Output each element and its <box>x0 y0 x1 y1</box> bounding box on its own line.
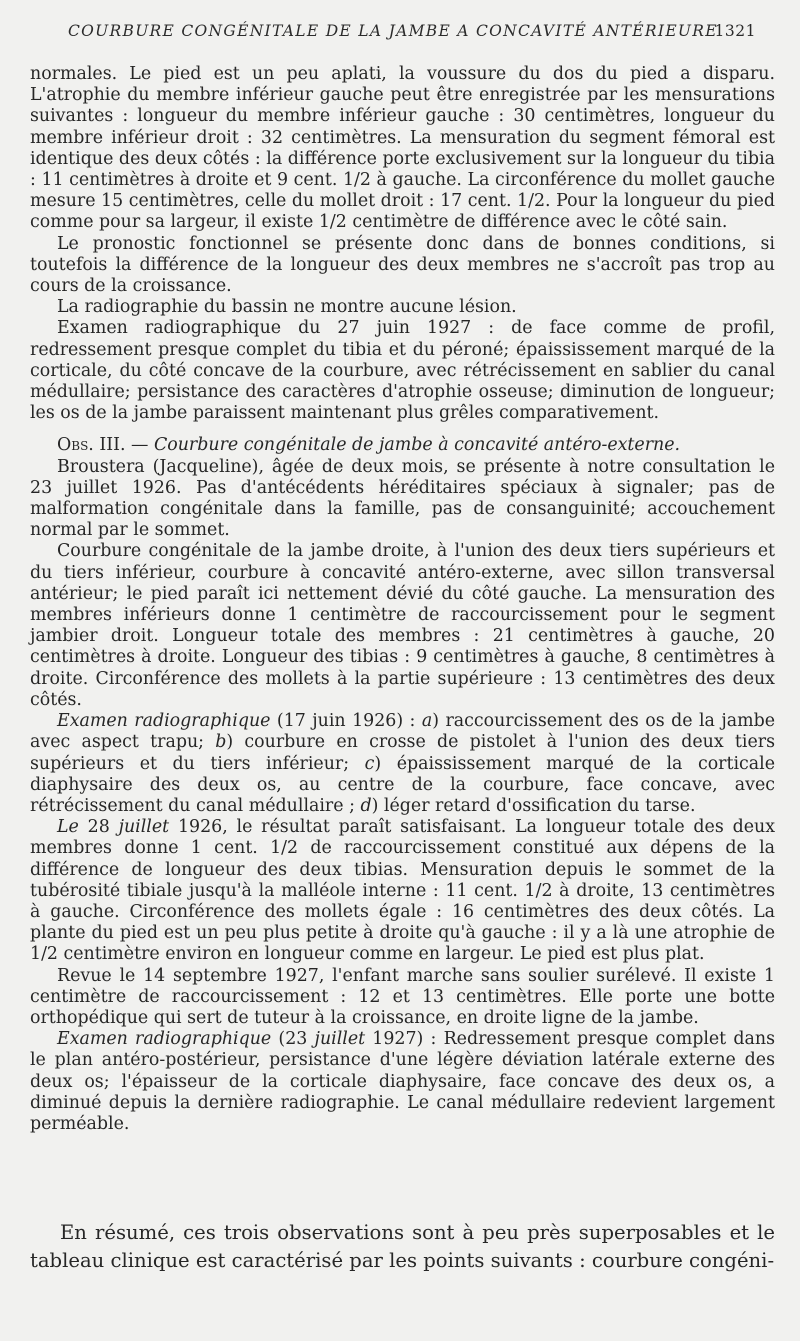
paragraph-radiographic-exam-1926 <box>30 711 775 817</box>
observation-heading <box>30 435 775 456</box>
observation-title: Courbure congénitale de jambe à concavité antéro-externe. <box>153 435 681 456</box>
paragraph-summary: En résumé, ces trois observations sont à peu près superposables et le tableau clinique est caractérisé par les points suivants : courbure congéni- <box>30 1221 775 1272</box>
paragraph-followup-september-1927: Revue le 14 septembre 1927, l'enfant marche sans soulier surélevé. Il existe 1 centimètre de raccourcissement : 12 et 13 centimètres. Elle porte une botte orthopédique qui sert de tuteur à la croissance, en droite ligne de la jambe. <box>30 965 775 1028</box>
followup-le: Le <box>57 817 79 838</box>
followup-text: 1926, le résultat paraît satisfaisant. La longueur totale des deux membres donne 1 cent. 1/2 de raccourcissement constitué aux dépens de la différence de longueur des deux tibias. Mensuration depuis le sommet de la tubérosité tibiale jusqu'à la malléole interne : 11 cent. 1/2 à droite, 13 centimètres à gauche. Circonférence des mollets égale : 16 centimètres des deux côtés. La plante du pied est un peu plus petite à droite qu'à gauche : il y a là une atrophie de 1/2 centimètre environ en longueur comme en largeur. Le pied est plus plat. <box>30 817 776 965</box>
paragraph-prognosis: Le pronostic fonctionnel se présente donc dans de bonnes conditions, si toutefois la différence de la longueur des deux membres ne s'accroît pas trop au cours de la croissance. <box>30 233 775 297</box>
paragraph-patient-history: Broustera (Jacqueline), âgée de deux mois, se présente à notre consultation le 23 juillet 1926. Pas d'antécédents héréditaires spéciaux à signaler; pas de malformation congénitale dans la famille, pas de consanguinité; accouchement normal par le sommet. <box>30 456 775 541</box>
item-c-text: ) épaississement marqué de la corticale diaphysaire des deux os, au centre de la courbure, face concave, avec rétrécissement du canal médullaire ; <box>30 753 775 816</box>
followup-month: juillet <box>118 817 170 838</box>
exam-date: (17 juin 1926) : <box>270 711 422 732</box>
observation-label: Obs. III. <box>57 435 126 456</box>
page-number: 1321 <box>714 22 756 40</box>
exam2-month: juillet <box>314 1029 366 1050</box>
item-a: a <box>421 711 433 732</box>
paragraph-pelvis-radiography: La radiographie du bassin ne montre aucune lésion. <box>57 297 517 318</box>
item-c: c <box>364 753 375 774</box>
running-head-title: COURBURE CONGÉNITALE DE LA JAMBE A CONCAVITÉ ANTÉRIEURE <box>68 22 718 40</box>
paragraph-followup-july-1926 <box>30 817 775 965</box>
item-d: d <box>360 795 372 816</box>
paragraph-radiographic-exam-july-1927 <box>30 1029 775 1135</box>
observation-dash: — <box>125 435 154 456</box>
followup-day: 28 <box>78 817 119 838</box>
item-b-text: ) courbure en crosse de pistolet à l'union des deux tiers supérieurs et du tiers inférieur; <box>30 732 775 774</box>
paragraph-clinical-exam: Courbure congénitale de la jambe droite, à l'union des deux tiers supérieurs et du tiers inférieur, courbure à concavité antéro-externe, avec sillon transversal antérieur; le pied paraît ici nettement dévié du côté gauche. La mensuration des membres inférieurs donne 1 centimètre de raccourcissement pour le segment jambier droit. Longueur totale des membres : 21 centimètres à gauche, 20 centimètres à droite. Longueur des tibias : 9 centimètres à gauche, 8 centimètres à droite. Circonférence des mollets à la partie supérieure : 13 centimètres des deux côtés. <box>30 541 775 710</box>
exam2-open: (23 <box>271 1029 315 1050</box>
summary-section <box>30 1219 775 1275</box>
exam2-lead: Examen radiographique <box>57 1029 272 1050</box>
paragraph-radiographic-exam-1927: Examen radiographique du 27 juin 1927 : de face comme de profil, redressement presque complet du tibia et du péroné; épaississement marqué de la corticale, du côté concave de la courbure, avec rétrécissement en sablier du canal médullaire; persistance des caractères d'atrophie osseuse; diminution de longueur; les os de la jambe paraissent maintenant plus grêles comparativement. <box>30 318 775 424</box>
running-head <box>30 22 756 44</box>
item-b: b <box>215 732 227 753</box>
exam-lead: Examen radiographique <box>57 711 271 732</box>
item-a-text: ) raccourcissement des os de la jambe avec aspect trapu; <box>30 711 775 753</box>
exam2-text: 1927) : Redressement presque complet dans le plan antéro-postérieur, persistance d'une légère déviation latérale externe des deux os; l'épaisseur de la corticale diaphysaire, face concave des deux os, a diminué depuis la dernière radiographie. Le canal médullaire redevient largement perméable. <box>30 1029 775 1134</box>
article-body <box>30 64 775 1135</box>
item-d-text: ) léger retard d'ossification du tarse. <box>371 795 696 816</box>
paragraph-measurements: normales. Le pied est un peu aplati, la voussure du dos du pied a disparu. L'atrophie du membre inférieur gauche peut être enregistrée par les mensurations suivantes : longueur du membre inférieur gauche : 30 centimètres, longueur du membre inférieur droit : 32 centimètres. La mensuration du segment fémoral est identique des deux côtés : la différence porte exclusivement sur la longueur du tibia : 11 centimètres à droite et 9 cent. 1/2 à gauche. La circonférence du mollet gauche mesure 15 centimètres, celle du mollet droit : 17 cent. 1/2. Pour la longueur du pied comme pour sa largeur, il existe 1/2 centimètre de différence avec le côté sain. <box>30 64 775 233</box>
